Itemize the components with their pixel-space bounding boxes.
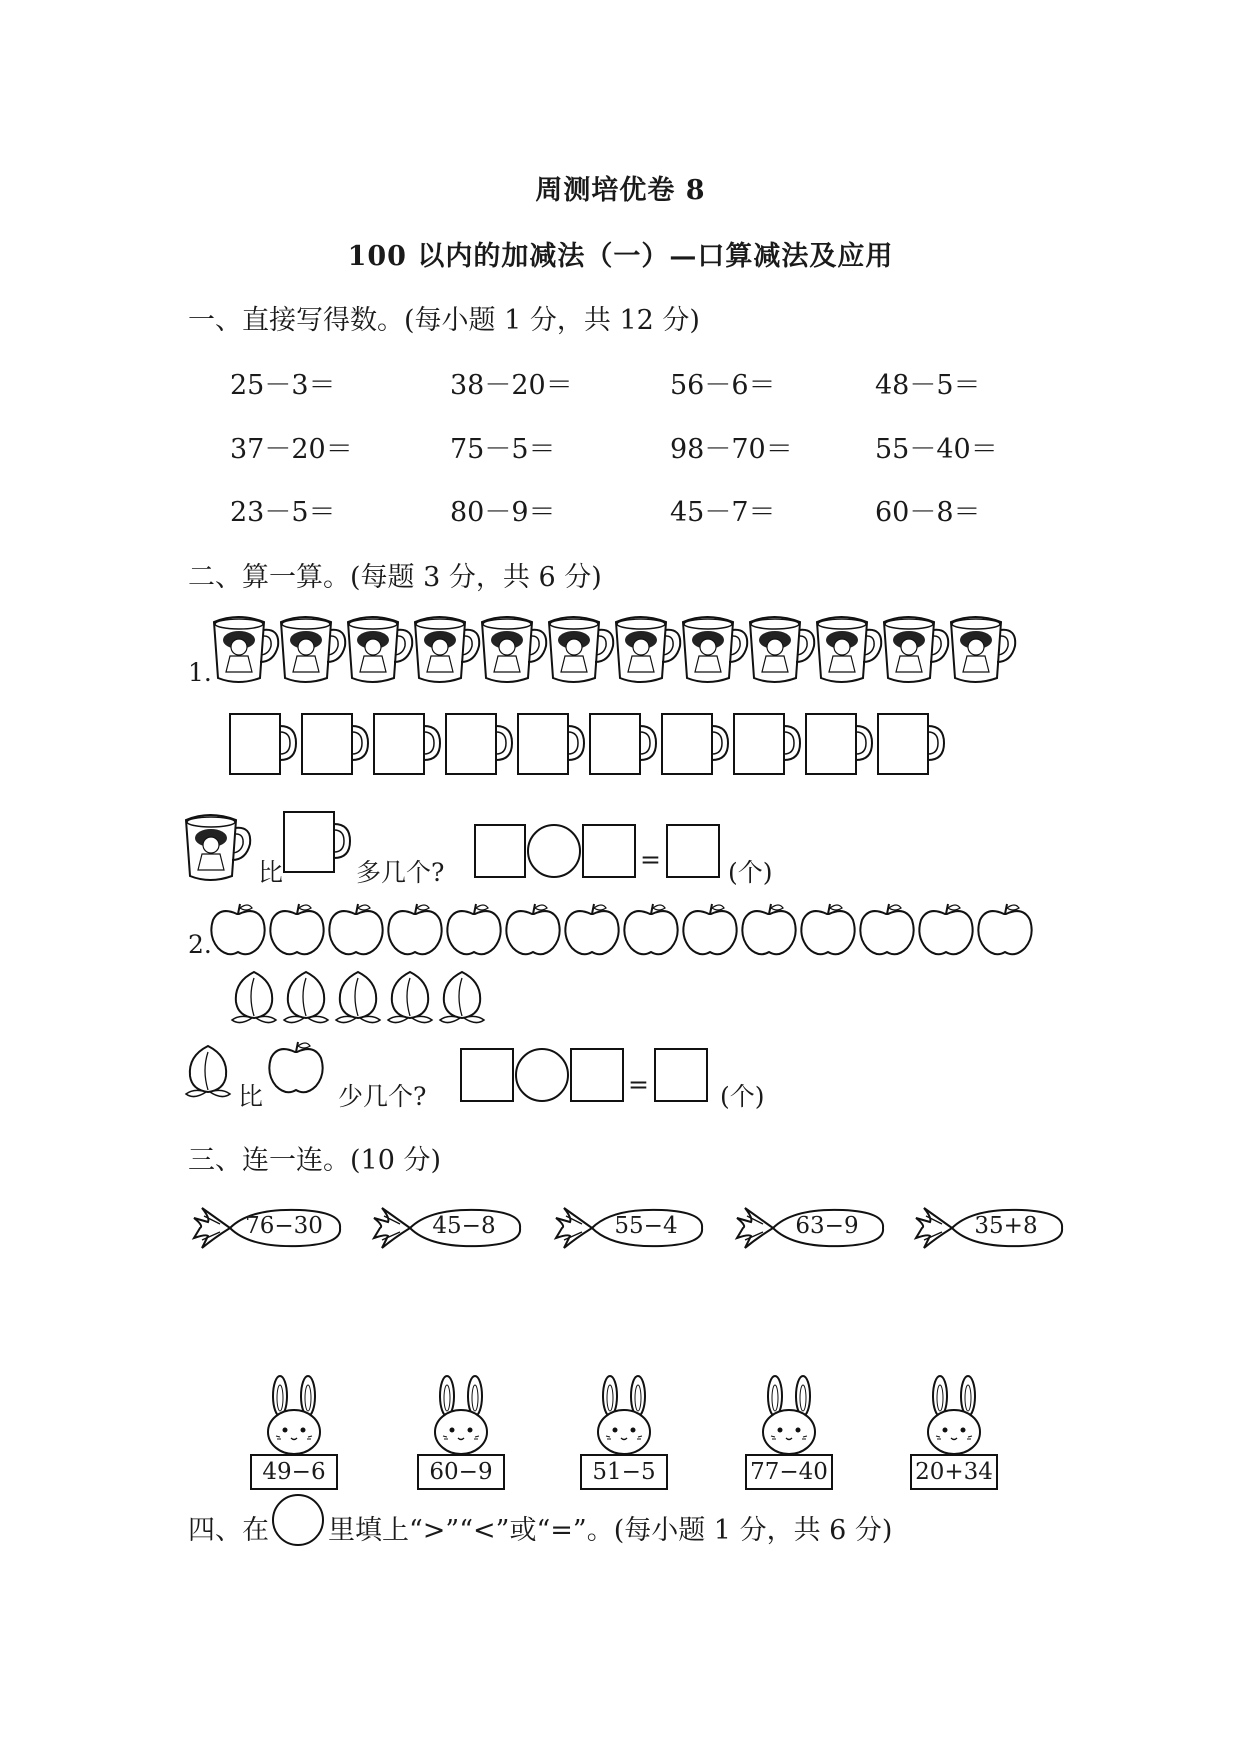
- carrot-card[interactable]: [190, 1200, 340, 1256]
- equation: 48－5＝: [875, 370, 981, 401]
- section3-heading: 三、连一连。(10 分): [188, 1145, 442, 1176]
- carrot-card[interactable]: [912, 1200, 1062, 1256]
- section2-heading: 二、算一算。(每题 3 分，共 6 分): [188, 562, 602, 593]
- plain-cup-icon: [282, 806, 354, 878]
- bunny-card[interactable]: [417, 1374, 509, 1494]
- bunny-label: 60−9: [417, 1454, 505, 1490]
- section4-heading-suffix: 里填上“>”“<”或“=”。(每小题 1 分，共 6 分): [328, 1515, 893, 1546]
- equation: 60－8＝: [875, 497, 981, 528]
- bunny-label: 20+34: [910, 1454, 998, 1490]
- bunny-icon: [417, 1374, 509, 1456]
- bunny-card[interactable]: [580, 1374, 672, 1494]
- girl-cup-icon: [180, 808, 256, 886]
- answer-box[interactable]: [570, 1048, 624, 1102]
- carrot-label: 76−30: [245, 1213, 323, 1239]
- bunny-label: 49−6: [250, 1454, 338, 1490]
- carrot-card[interactable]: [552, 1200, 702, 1256]
- bunny-label: 77−40: [745, 1454, 833, 1490]
- bunny-label: 51−5: [580, 1454, 668, 1490]
- equation: 56－6＝: [670, 370, 776, 401]
- section4-heading-prefix: 四、在: [188, 1515, 269, 1546]
- operator-circle[interactable]: [527, 824, 581, 878]
- bunny-card[interactable]: [745, 1374, 837, 1494]
- operator-circle[interactable]: [515, 1048, 569, 1102]
- answer-box[interactable]: [666, 824, 720, 878]
- equation: 98－70＝: [670, 434, 793, 465]
- answer-box[interactable]: [474, 824, 526, 878]
- bunny-card[interactable]: [250, 1374, 342, 1494]
- sample-circle-icon: [272, 1494, 324, 1546]
- bunny-icon: [580, 1374, 672, 1456]
- answer-box[interactable]: [460, 1048, 514, 1102]
- equation: 80－9＝: [450, 497, 556, 528]
- apple-icon: [266, 1036, 326, 1100]
- answer-box[interactable]: [582, 824, 636, 878]
- unit-label: (个): [728, 858, 773, 887]
- question-text: 多几个?: [356, 858, 445, 887]
- bunny-icon: [745, 1374, 837, 1456]
- answer-box[interactable]: [654, 1048, 708, 1102]
- paper-subtitle: 100 以内的加减法（一）—口算减法及应用: [347, 241, 894, 272]
- compare-word: 比: [258, 858, 284, 887]
- bunny-card[interactable]: [910, 1374, 1002, 1494]
- bunny-icon: [250, 1374, 342, 1456]
- equation: 25－3＝: [230, 370, 336, 401]
- peach-icon: [182, 1040, 236, 1104]
- equals-sign: =: [640, 845, 661, 874]
- equation: 45－7＝: [670, 497, 776, 528]
- equation: 38－20＝: [450, 370, 573, 401]
- carrot-card[interactable]: [370, 1200, 520, 1256]
- equation: 55－40＝: [875, 434, 998, 465]
- unit-label: (个): [720, 1082, 765, 1111]
- carrot-label: 35+8: [974, 1213, 1038, 1239]
- carrot-label: 45−8: [432, 1213, 496, 1239]
- equals-sign: =: [628, 1070, 649, 1099]
- carrot-card[interactable]: [733, 1200, 883, 1256]
- plain-cups-row: [228, 708, 968, 782]
- question-number: 1.: [188, 658, 212, 687]
- girl-cups-row: [208, 610, 1018, 690]
- bunny-icon: [910, 1374, 1002, 1456]
- peaches-row: [230, 966, 510, 1028]
- equation: 37－20＝: [230, 434, 353, 465]
- carrot-label: 63−9: [795, 1213, 859, 1239]
- paper-title: 周测培优卷 8: [535, 175, 706, 206]
- section1-heading: 一、直接写得数。(每小题 1 分，共 12 分): [188, 305, 700, 336]
- compare-word: 比: [238, 1082, 264, 1111]
- equation: 75－5＝: [450, 434, 556, 465]
- apples-row: [210, 898, 1070, 960]
- equation: 23－5＝: [230, 497, 336, 528]
- carrot-label: 55−4: [614, 1213, 678, 1239]
- question-number: 2.: [188, 930, 212, 959]
- question-text: 少几个?: [338, 1082, 427, 1111]
